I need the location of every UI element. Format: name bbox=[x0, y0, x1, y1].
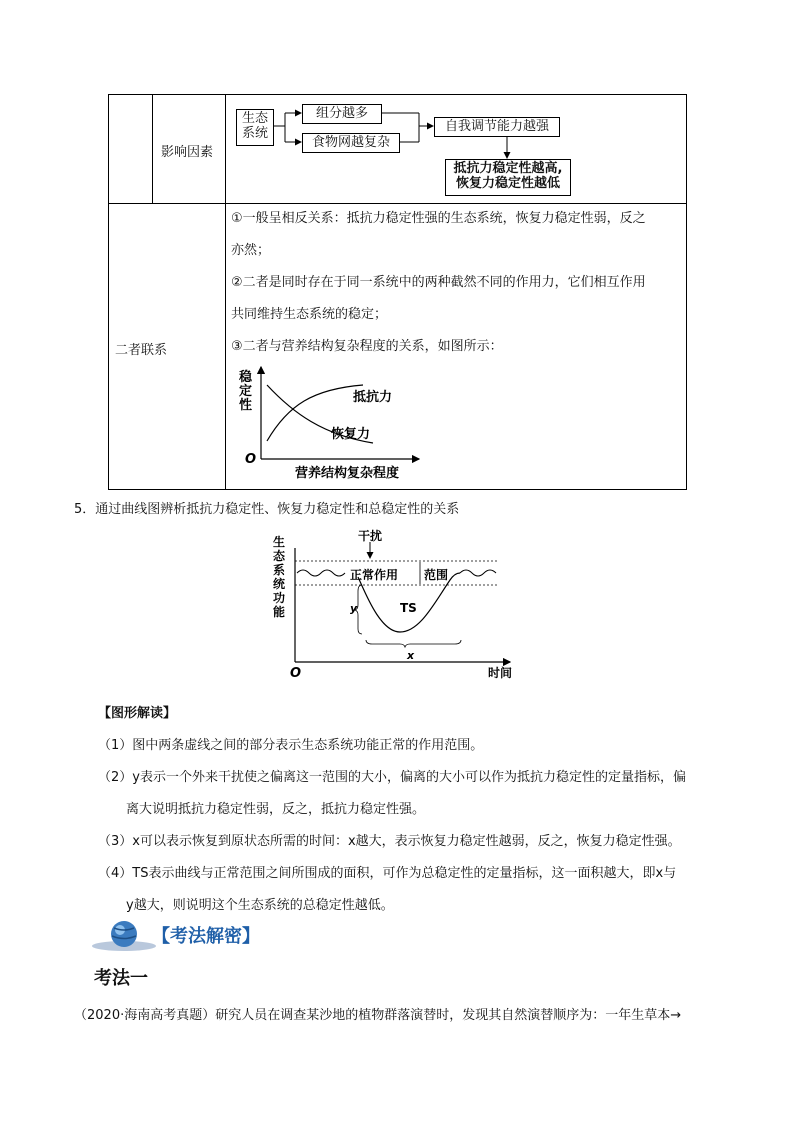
result-box-line2: 恢复力稳定性越低 bbox=[455, 176, 560, 191]
interpretation-item-4a: （4）TS表示曲线与正常范围之间所围成的面积，可作为总稳定性的定量指标，这一面积越大，即x与 bbox=[98, 866, 677, 881]
y-label-char: 稳 bbox=[239, 370, 253, 385]
exam-section-title: 【考法解密】 bbox=[152, 926, 260, 947]
normal-wave-right bbox=[460, 570, 496, 576]
table-divider bbox=[109, 203, 686, 204]
y-label-char: 系 bbox=[273, 563, 286, 577]
disturbance-label: 干扰 bbox=[358, 529, 383, 543]
y-label-char: 能 bbox=[273, 605, 286, 619]
normal-wave-left bbox=[297, 570, 345, 576]
components-box: 组分越多 bbox=[302, 104, 382, 124]
section-5-title: 5．通过曲线图辨析抵抗力稳定性、恢复力稳定性和总稳定性的关系 bbox=[74, 502, 460, 517]
y-label-char: 功 bbox=[273, 591, 286, 605]
globe-icon bbox=[90, 918, 160, 954]
normal-range-label: 正常作用 bbox=[350, 568, 399, 582]
origin-label: O bbox=[245, 452, 257, 467]
relation-point-2b: 共同维持生态系统的稳定； bbox=[231, 307, 388, 322]
y-label-char: 性 bbox=[239, 398, 253, 413]
interpretation-item-2a: （2）y表示一个外来干扰使之偏离这一范围的大小，偏离的大小可以作为抵抗力稳定性的定量指标，偏 bbox=[98, 770, 686, 785]
flow-arrows bbox=[109, 95, 686, 203]
origin-label: O bbox=[290, 666, 302, 681]
interpretation-item-4b: y越大，则说明这个生态系统的总稳定性越低。 bbox=[126, 898, 394, 913]
relation-point-1a: ①一般呈相反关系：抵抗力稳定性强的生态系统，恢复力稳定性弱，反之 bbox=[231, 211, 646, 226]
relation-point-2a: ②二者是同时存在于同一系统中的两种截然不同的作用力，它们相互作用 bbox=[231, 275, 646, 290]
x-axis-label: 营养结构复杂程度 bbox=[295, 466, 400, 481]
method-title: 考法一 bbox=[94, 968, 148, 989]
interpretation-title: 【图形解读】 bbox=[98, 706, 177, 721]
relation-point-3: ③二者与营养结构复杂程度的关系，如图所示： bbox=[231, 339, 503, 354]
row-label-influence-factors: 影响因素 bbox=[161, 145, 214, 160]
range-label: 范围 bbox=[424, 568, 449, 582]
result-box-line1: 抵抗力稳定性越高, bbox=[453, 161, 563, 176]
self-regulation-box: 自我调节能力越强 bbox=[434, 117, 560, 137]
stability-complexity-chart bbox=[233, 363, 433, 481]
interpretation-item-2b: 离大说明抵抗力稳定性弱，反之，抵抗力稳定性强。 bbox=[126, 802, 426, 817]
y-label-char: 统 bbox=[273, 577, 286, 591]
row-label-relation: 二者联系 bbox=[115, 343, 168, 358]
x-axis-label: 时间 bbox=[488, 666, 513, 680]
resilience-label: 恢复力 bbox=[331, 427, 371, 442]
y-label-char: 生 bbox=[273, 535, 286, 549]
globe-logo bbox=[90, 918, 160, 954]
disturbance-recovery-chart bbox=[270, 522, 520, 682]
resistance-label: 抵抗力 bbox=[353, 390, 393, 405]
y-var-label: y bbox=[350, 602, 358, 615]
y-label-char: 态 bbox=[273, 549, 286, 563]
x-var-label: x bbox=[407, 649, 415, 662]
interpretation-item-3: （3）x可以表示恢复到原状态所需的时间：x越大，表示恢复力稳定性越弱，反之，恢复力稳定性强。 bbox=[98, 834, 681, 849]
foodweb-box: 食物网越复杂 bbox=[302, 133, 400, 153]
ecosystem-box-line1: 生态 bbox=[241, 111, 268, 126]
interpretation-item-1: （1）图中两条虚线之间的部分表示生态系统功能正常的作用范围。 bbox=[98, 738, 484, 753]
relation-point-1b: 亦然； bbox=[231, 243, 271, 258]
x-brace bbox=[366, 640, 461, 647]
y-label-char: 定 bbox=[239, 384, 253, 399]
ecosystem-box-line2: 系统 bbox=[241, 126, 268, 141]
question-text: （2020·海南高考真题）研究人员在调查某沙地的植物群落演替时，发现其自然演替顺序为：一年生草本→ bbox=[74, 1008, 682, 1023]
stability-table bbox=[108, 94, 687, 490]
ts-label: TS bbox=[400, 601, 417, 615]
